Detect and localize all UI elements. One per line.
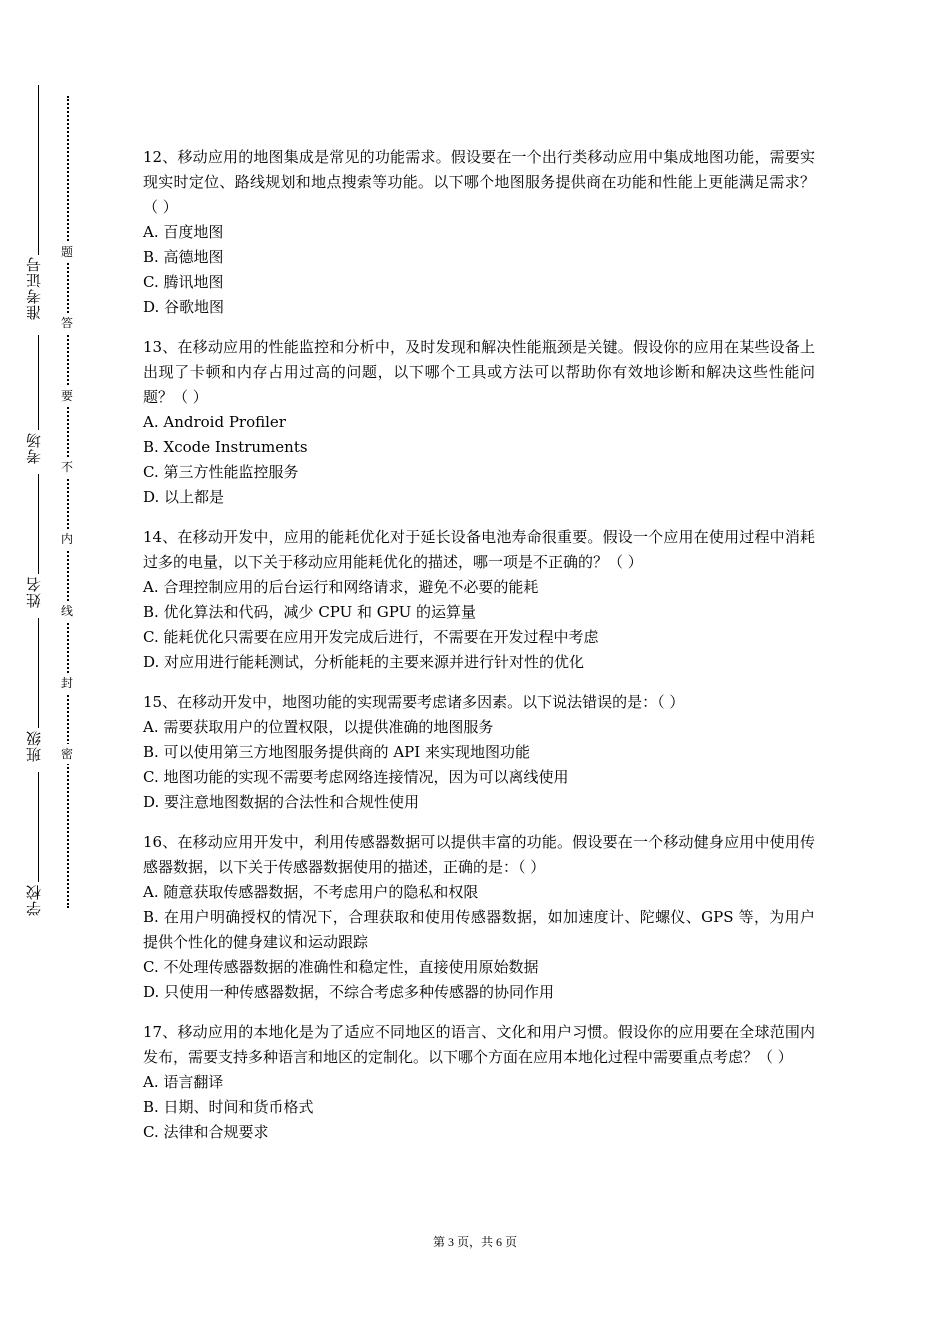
option-c: C. 能耗优化只需要在应用开发完成后进行，不需要在开发过程中考虑	[143, 628, 599, 646]
question-17	[143, 1020, 815, 1145]
option-a: A. 语言翻译	[143, 1073, 224, 1091]
seal-char: 答	[60, 313, 74, 333]
option-b: B. 可以使用第三方地图服务提供商的 API 来实现地图功能	[143, 743, 530, 761]
school-line	[38, 772, 39, 882]
question-stem: 12、移动应用的地图集成是常见的功能需求。假设要在一个出行类移动应用中集成地图功能，需要实现实时定位、路线规划和地点搜索等功能。以下哪个地图服务提供商在功能和性能上更能满足需求？（ ）	[143, 148, 815, 216]
seal-char: 不	[60, 457, 74, 477]
option-c: C. 第三方性能监控服务	[143, 463, 299, 481]
exam-number-line	[38, 85, 39, 255]
exam-number-label: 准考证号	[25, 256, 43, 320]
option-a: A. 随意获取传感器数据，不考虑用户的隐私和权限	[143, 883, 479, 901]
exam-room-label: 考场	[25, 432, 43, 464]
option-c: C. 不处理传感器数据的准确性和稳定性，直接使用原始数据	[143, 958, 539, 976]
option-b: B. 在用户明确授权的情况下，合理获取和使用传感器数据，如加速度计、陀螺仪、GPS 等，为用户提供个性化的健身建议和运动跟踪	[143, 908, 815, 951]
question-13	[143, 335, 815, 510]
option-a: A. 百度地图	[143, 223, 224, 241]
seal-char: 封	[60, 673, 74, 693]
option-b: B. 日期、时间和货币格式	[143, 1098, 314, 1116]
option-d: D. 对应用进行能耗测试，分析能耗的主要来源并进行针对性的优化	[143, 653, 585, 671]
seal-char: 题	[60, 242, 74, 262]
question-list	[143, 145, 815, 1160]
option-d: D. 要注意地图数据的合法性和合规性使用	[143, 793, 420, 811]
question-stem: 15、在移动开发中，地图功能的实现需要考虑诸多因素。以下说法错误的是：（ ）	[143, 693, 685, 711]
class-label: 班级	[25, 730, 43, 762]
seal-char: 线	[60, 601, 74, 621]
exam-room-line	[38, 335, 39, 430]
question-14	[143, 525, 815, 675]
option-a: A. 合理控制应用的后台运行和网络请求，避免不必要的能耗	[143, 578, 539, 596]
class-line	[38, 618, 39, 728]
question-stem: 16、在移动应用开发中，利用传感器数据可以提供丰富的功能。假设要在一个移动健身应用中使用传感器数据，以下关于传感器数据使用的描述，正确的是：（ ）	[143, 833, 815, 876]
question-15	[143, 690, 815, 815]
question-12	[143, 145, 815, 320]
option-d: D. 谷歌地图	[143, 298, 225, 316]
name-line	[38, 474, 39, 574]
option-c: C. 腾讯地图	[143, 273, 224, 291]
option-d: D. 以上都是	[143, 488, 225, 506]
option-b: B. 高德地图	[143, 248, 224, 266]
page-number: 第 3 页，共 6 页	[432, 1235, 517, 1249]
option-b: B. Xcode Instruments	[143, 438, 308, 456]
school-label: 学校	[25, 884, 43, 916]
name-label: 姓名	[25, 576, 43, 608]
option-d: D. 只使用一种传感器数据，不综合考虑多种传感器的协同作用	[143, 983, 555, 1001]
question-16	[143, 830, 815, 1005]
option-c: C. 地图功能的实现不需要考虑网络连接情况，因为可以离线使用	[143, 768, 569, 786]
option-c: C. 法律和合规要求	[143, 1123, 269, 1141]
question-stem: 13、在移动应用的性能监控和分析中，及时发现和解决性能瓶颈是关键。假设你的应用在某些设备上出现了卡顿和内存占用过高的问题，以下哪个工具或方法可以帮助你有效地诊断和解决这些性能问题？（ ）	[143, 338, 815, 406]
option-a: A. 需要获取用户的位置权限，以提供准确的地图服务	[143, 718, 494, 736]
seal-char: 内	[60, 529, 74, 549]
seal-char: 要	[60, 386, 74, 406]
option-b: B. 优化算法和代码，减少 CPU 和 GPU 的运算量	[143, 603, 477, 621]
seal-char: 密	[60, 744, 74, 764]
question-stem: 17、移动应用的本地化是为了适应不同地区的语言、文化和用户习惯。假设你的应用要在全球范围内发布，需要支持多种语言和地区的定制化。以下哪个方面在应用本地化过程中需要重点考虑？（ ）	[143, 1023, 815, 1066]
option-a: A. Android Profiler	[143, 413, 286, 431]
question-stem: 14、在移动开发中，应用的能耗优化对于延长设备电池寿命很重要。假设一个应用在使用过程中消耗过多的电量，以下关于移动应用能耗优化的描述，哪一项是不正确的？（ ）	[143, 528, 815, 571]
binding-margin	[0, 0, 100, 1344]
seal-dotted-line	[67, 96, 69, 908]
